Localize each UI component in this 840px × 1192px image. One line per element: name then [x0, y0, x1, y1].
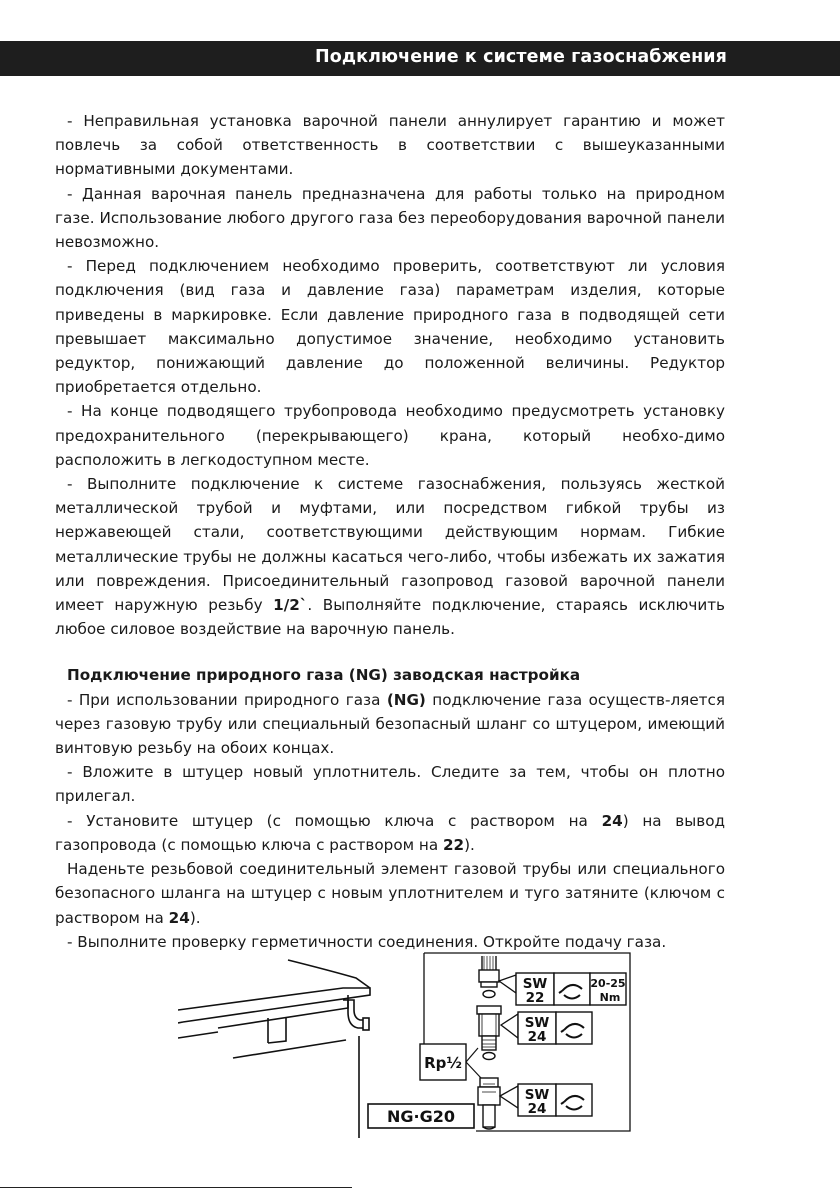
text-part: - Выполните подключение к системе газоснабжения, пользуясь жесткой металлической трубой и муфтами, или посредством гибкой трубы из нержавеющей стали, соответствующими действующим нормам. Гибкие металлические трубы не должны касаться чего-либо, чтобы избежать их зажатия или повреждения. Присоединительный газопровод газовой варочной панели имеет наружную резьбу [55, 475, 725, 615]
text-part: подключение газа осуществ-ляется через газовую трубу или специальный безопасный шланг со штуцером, имеющий винтовую резьбу на обоих концах. [55, 690, 725, 758]
wrench-spec-1 [499, 973, 626, 1006]
outlet-pipe [478, 1078, 500, 1129]
footer-rule [0, 1187, 352, 1188]
thread-size: 1/2` [273, 596, 308, 615]
gas-label-box [368, 1104, 474, 1128]
text-part: - При использовании природного газа [67, 690, 387, 709]
paragraph-connection-pipes [55, 472, 725, 641]
paragraph-ng-connection [55, 688, 725, 761]
page-title: Подключение к системе газоснабжения [315, 47, 727, 67]
text-part: ) на вывод газопровода (с помощью ключа с раствором на [55, 811, 725, 854]
section-heading: Подключение природного газа (NG) заводская настройка [67, 666, 581, 685]
text-part: Наденьте резьбовой соединительный элемент газовой трубы или специального безопасного шланга на штуцер с новым уплотнителем и туго затяните (ключом с раствором на [55, 860, 725, 927]
paragraph-natural-gas-only: - Данная варочная панель предназначена для работы только на природном газе. Использование любого другого газа без переоборудования варочной панели невозможно. [55, 184, 725, 252]
wrench-spec-2 [501, 1012, 592, 1045]
sw-label: SW [524, 1087, 550, 1103]
paragraph-safety-valve: - На конце подводящего трубопровода необходимо предусмотреть установку предохранительного (перекрывающего) крана, который необхо-димо расположить в легкодоступном месте. [55, 402, 725, 469]
sw-size: 22 [525, 990, 545, 1006]
wrench-size: 22 [442, 835, 465, 854]
sw-size: 24 [527, 1101, 547, 1117]
fitting-nut [477, 1006, 501, 1060]
sw-label: SW [524, 1015, 550, 1031]
wrench-size: 24 [168, 908, 190, 927]
header-bar [0, 41, 840, 76]
wrench-spec-3 [500, 1084, 592, 1117]
wrench-size: 24 [601, 811, 623, 830]
text-part: ). [189, 908, 201, 927]
gas-type: (NG) [386, 690, 426, 709]
connection-diagram-svg [178, 948, 638, 1143]
paragraph-leak-check: - Выполните проверку герметичности соединения. Откройте подачу газа. [67, 932, 667, 951]
connection-diagram [178, 948, 638, 1143]
hose-fitting [479, 956, 499, 998]
thread-label: Rp½ [424, 1054, 462, 1072]
text-part: - Установите штуцер (с помощью ключа с раствором на [67, 811, 602, 830]
paragraph-insert-seal: - Вложите в штуцер новый уплотнитель. Следите за тем, чтобы он плотно прилегал. [55, 763, 725, 806]
sw-label: SW [522, 976, 548, 992]
gas-outlet [343, 1000, 369, 1030]
sw-size: 24 [527, 1029, 547, 1045]
torque-value: 20-25 [590, 977, 626, 990]
paragraph-tighten [55, 857, 725, 930]
thread-label-box [420, 1044, 481, 1080]
paragraph-check-conditions: - Перед подключением необходимо проверить, соответствуют ли условия подключения (вид газа и давление газа) параметрам изделия, которые приведены в маркировке. Если давление природного газа в подводящей сети превышает максимально допустимое значение, необходимо установить редуктор, понижающий давление до положенной величины. Редуктор приобретается отдельно. [55, 257, 725, 397]
paragraph-warranty: - Неправильная установка варочной панели аннулирует гарантию и может повлечь за собой ответственность в соответствии с вышеуказанными нормативными документами. [55, 112, 725, 179]
gas-label: NG·G20 [387, 1107, 455, 1126]
paragraph-install-fitting [55, 809, 725, 857]
text-part: . Выполняйте подключение, стараясь исключить любое силовое воздействие на варочную панель. [55, 596, 725, 639]
body-text [55, 109, 725, 954]
hob-body [178, 960, 370, 1058]
torque-unit: Nm [599, 991, 621, 1004]
text-part: ). [464, 835, 475, 854]
